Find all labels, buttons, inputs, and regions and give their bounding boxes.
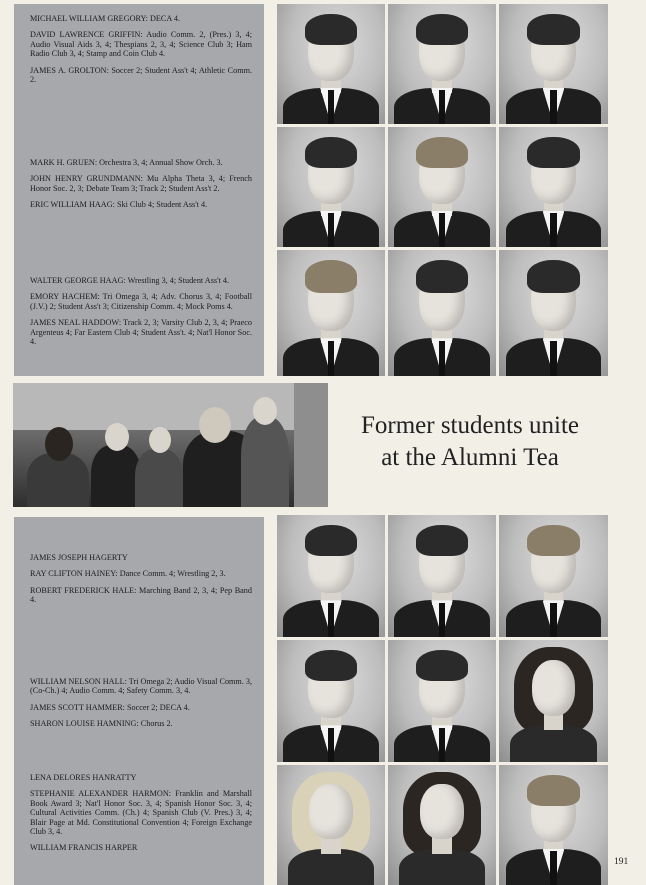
portrait-photo	[499, 640, 608, 762]
senior-entry: ROBERT FREDERICK HALE: Marching Band 2, 3, 4; Pep Band 4.	[30, 585, 252, 605]
portrait-photo	[499, 4, 608, 124]
portrait-photo	[388, 127, 496, 247]
senior-entry: WALTER GEORGE HAAG: Wrestling 3, 4; Student Ass't 4.	[30, 276, 230, 285]
senior-info-panel-top	[14, 4, 264, 376]
senior-entry: MARK H. GRUEN: Orchestra 3, 4; Annual Show Orch. 3.	[30, 158, 223, 167]
senior-entry: MICHAEL WILLIAM GREGORY: DECA 4.	[30, 14, 181, 23]
photo-caption	[340, 410, 600, 474]
portrait-photo	[388, 640, 496, 762]
portrait-photo	[277, 515, 385, 637]
senior-text-block	[30, 773, 252, 860]
portrait-photo	[277, 4, 385, 124]
senior-entry: JAMES SCOTT HAMMER: Soccer 2; DECA 4.	[30, 702, 190, 712]
senior-entry: ERIC WILLIAM HAAG: Ski Club 4; Student Ass't 4.	[30, 200, 208, 210]
portrait-photo	[388, 765, 496, 885]
senior-entry: JAMES A. GROLTON: Soccer 2; Student Ass't 4; Athletic Comm. 2.	[30, 65, 252, 85]
alumni-tea-candid-photo	[13, 383, 328, 507]
portrait-photo	[277, 127, 385, 247]
senior-info-panel-bottom	[14, 517, 264, 885]
senior-text-block	[30, 553, 252, 612]
portrait-photo	[388, 250, 496, 376]
senior-entry: DAVID LAWRENCE GRIFFIN: Audio Comm. 2, (Pres.) 3, 4; Audio Visual Aids 3, 4; Thespians 2, 3, 4; Science Club 3; Ham Radio Club 3, 4; Stamp and Coin Club 4.	[30, 30, 252, 59]
senior-text-block	[30, 158, 252, 217]
senior-entry: JAMES JOSEPH HAGERTY	[30, 553, 128, 562]
portrait-photo	[499, 250, 608, 376]
senior-entry: SHARON LOUISE HAMNING: Chorus 2.	[30, 719, 173, 729]
portrait-photo	[277, 765, 385, 885]
senior-entry: JAMES NEAL HADDOW: Track 2, 3; Varsity Club 2, 3, 4; Praeco Argenteus 4; Far Eastern Club 4; Student Ass't. 4; Nat'l Honor Soc. 4.	[30, 318, 252, 347]
senior-entry: EMORY HACHEM: Tri Omega 3, 4; Adv. Chorus 3, 4; Football (J.V.) 2; Student Ass't 3; Citizenship Comm. 4; Mock Poms 4.	[30, 292, 252, 311]
senior-entry: LENA DELORES HANRATTY	[30, 773, 137, 782]
caption-line-2: at the Alumni Tea	[381, 444, 559, 471]
senior-entry: STEPHANIE ALEXANDER HARMON: Franklin and Marshall Book Award 3; Nat'l Honor Soc. 3, 4; Spanish Honor Soc. 3, 4; Cultural Activities Comm. (Ch.) 4; Spanish Club (V. Pres.) 3, 4; Blair Page at Md. Constitutional Convention 4; Foreign Exchange Club 3, 4.	[30, 789, 252, 837]
portrait-photo	[388, 4, 496, 124]
portrait-photo	[499, 765, 608, 885]
page-number: 191	[614, 857, 629, 867]
caption-line-1: Former students unite	[360, 412, 580, 439]
portrait-photo	[277, 640, 385, 762]
senior-entry: WILLIAM NELSON HALL: Tri Omega 2; Audio Visual Comm. 3, (Co-Ch.) 4; Audio Comm. 4; Safety Comm. 3, 4.	[30, 677, 253, 696]
portrait-photo	[277, 250, 385, 376]
senior-entry: RAY CLIFTON HAINEY: Dance Comm. 4; Wrestling 2, 3.	[30, 569, 226, 579]
senior-text-block	[30, 677, 252, 736]
portrait-photo	[388, 515, 496, 637]
senior-entry: WILLIAM FRANCIS HARPER	[30, 843, 138, 853]
senior-text-block	[30, 14, 252, 91]
senior-text-block	[30, 276, 252, 353]
senior-entry: JOHN HENRY GRUNDMANN: Mu Alpha Theta 3, 4; French Honor Soc. 2, 3; Debate Team 3; Track 2; Student Ass't 2.	[30, 174, 252, 193]
portrait-photo	[499, 127, 608, 247]
portrait-photo	[499, 515, 608, 637]
